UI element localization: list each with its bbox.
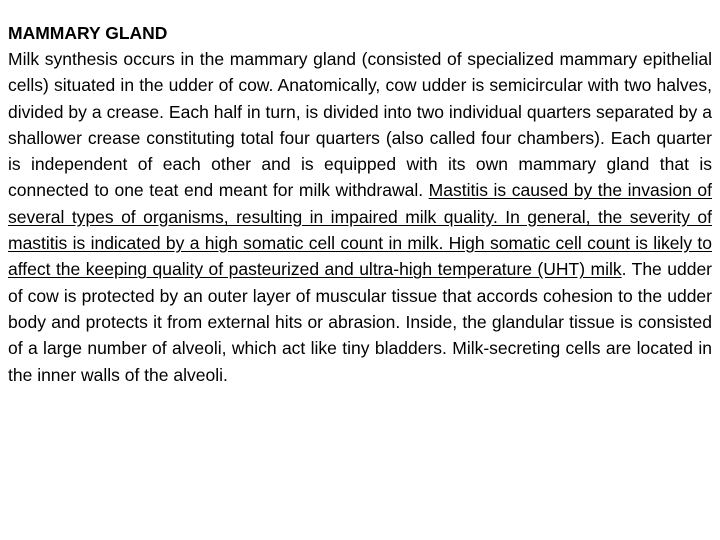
body-paragraph [8,46,712,388]
paragraph-underlined-text: Mastitis is caused by the invasion of several types of organisms, resulting in impaired milk quality. In general, the severity of mastitis is indicated by a high somatic cell count in milk. High somatic cell count is likely to affect the keeping quality of pasteurized and ultra-high temperature (UHT) milk [8,180,712,280]
document-page [8,20,712,388]
paragraph-intro-text: Milk synthesis occurs in the mammary gland (consisted of specialized mammary epithelial cells) situated in the udder of cow. Anatomically, cow udder is semicircular with two halves, divided by a crease. Each half in turn, is divided into two individual quarters separated by a shallower crease constituting total four quarters (also called four chambers). Each quarter is independent of each other and is equipped with its own mammary gland that is connected to one teat end meant for milk withdrawal. [8,49,712,201]
document-title: MAMMARY GLAND [8,23,168,43]
paragraph-outro-text: . The udder of cow is protected by an outer layer of muscular tissue that accords cohesion to the udder body and protects it from external hits or abrasion. Inside, the glandular tissue is consisted of a large number of alveoli, which act like tiny bladders. Milk-secreting cells are located in the inner walls of the alveoli. [8,259,713,385]
